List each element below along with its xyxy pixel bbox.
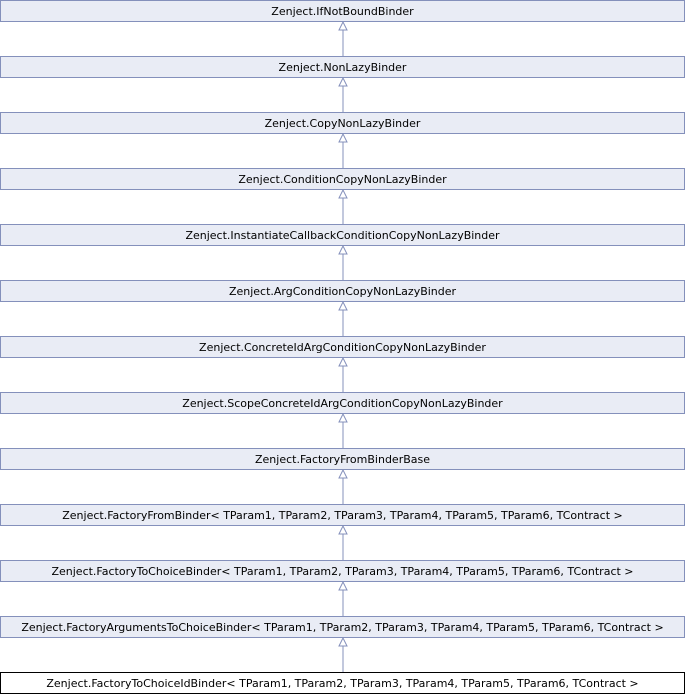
inheritance-arrow — [339, 470, 347, 504]
class-node-copynonlazybinder[interactable] — [0, 112, 685, 134]
inheritance-arrow — [339, 22, 347, 56]
inheritance-arrowhead — [339, 246, 347, 254]
class-node-factorytochoicebinder[interactable] — [0, 560, 685, 582]
inheritance-arrow — [339, 246, 347, 280]
inheritance-arrowhead — [339, 470, 347, 478]
class-node-label: Zenject.ConditionCopyNonLazyBinder — [238, 172, 447, 186]
class-node-label: Zenject.InstantiateCallbackConditionCopyNonLazyBinder — [185, 228, 500, 242]
inheritance-arrowhead — [339, 582, 347, 590]
class-node-factoryfrombinder[interactable] — [0, 504, 685, 526]
class-node-label: Zenject.NonLazyBinder — [278, 60, 407, 74]
inheritance-arrowhead — [339, 302, 347, 310]
class-node-conditioncopynonlazybinder[interactable] — [0, 168, 685, 190]
class-node-instantiatecallbackconditioncopynonlazybinder[interactable] — [0, 224, 685, 246]
inheritance-arrowhead — [339, 526, 347, 534]
class-node-label: Zenject.ArgConditionCopyNonLazyBinder — [228, 284, 457, 298]
inheritance-arrow — [339, 582, 347, 616]
inheritance-arrow — [339, 134, 347, 168]
inheritance-arrow — [339, 302, 347, 336]
inheritance-arrowhead — [339, 22, 347, 30]
class-node-label: Zenject.CopyNonLazyBinder — [264, 116, 421, 130]
class-node-factorytochoiceidbinder-current — [0, 672, 685, 694]
inheritance-arrow — [339, 526, 347, 560]
inheritance-arrowhead — [339, 78, 347, 86]
class-node-factoryargumentstochoicebinder[interactable] — [0, 616, 685, 638]
inheritance-arrowhead — [339, 358, 347, 366]
class-node-scopeconcreteidargconditioncopynonlazybinder[interactable] — [0, 392, 685, 414]
inheritance-arrow — [339, 78, 347, 112]
class-node-label: Zenject.ScopeConcreteIdArgConditionCopyNonLazyBinder — [182, 396, 503, 410]
class-node-label: Zenject.FactoryArgumentsToChoiceBinder< TParam1, TParam2, TParam3, TParam4, TParam5, TParam6, TContract > — [21, 620, 664, 634]
class-node-label: Zenject.FactoryFromBinderBase — [254, 452, 431, 466]
inheritance-arrowhead — [339, 638, 347, 646]
class-node-label: Zenject.FactoryToChoiceBinder< TParam1, TParam2, TParam3, TParam4, TParam5, TParam6, TContract > — [51, 564, 634, 578]
inheritance-arrowhead — [339, 134, 347, 142]
class-node-factoryfrombinderbase[interactable] — [0, 448, 685, 470]
inheritance-arrow — [339, 190, 347, 224]
class-node-label: Zenject.FactoryFromBinder< TParam1, TParam2, TParam3, TParam4, TParam5, TParam6, TContract > — [62, 508, 623, 522]
inheritance-arrow — [339, 638, 347, 672]
class-node-ifnotboundbinder[interactable] — [0, 0, 685, 22]
class-node-concreteidargconditioncopynonlazybinder[interactable] — [0, 336, 685, 358]
class-node-argconditioncopynonlazybinder[interactable] — [0, 280, 685, 302]
inheritance-arrowhead — [339, 414, 347, 422]
class-node-label: Zenject.ConcreteIdArgConditionCopyNonLazyBinder — [199, 340, 486, 354]
inheritance-arrow — [339, 414, 347, 448]
inheritance-arrow — [339, 358, 347, 392]
inheritance-arrowhead — [339, 190, 347, 198]
class-node-label: Zenject.IfNotBoundBinder — [271, 4, 414, 18]
class-node-label: Zenject.FactoryToChoiceIdBinder< TParam1, TParam2, TParam3, TParam4, TParam5, TParam6, TContract > — [46, 676, 639, 690]
class-node-nonlazybinder[interactable] — [0, 56, 685, 78]
